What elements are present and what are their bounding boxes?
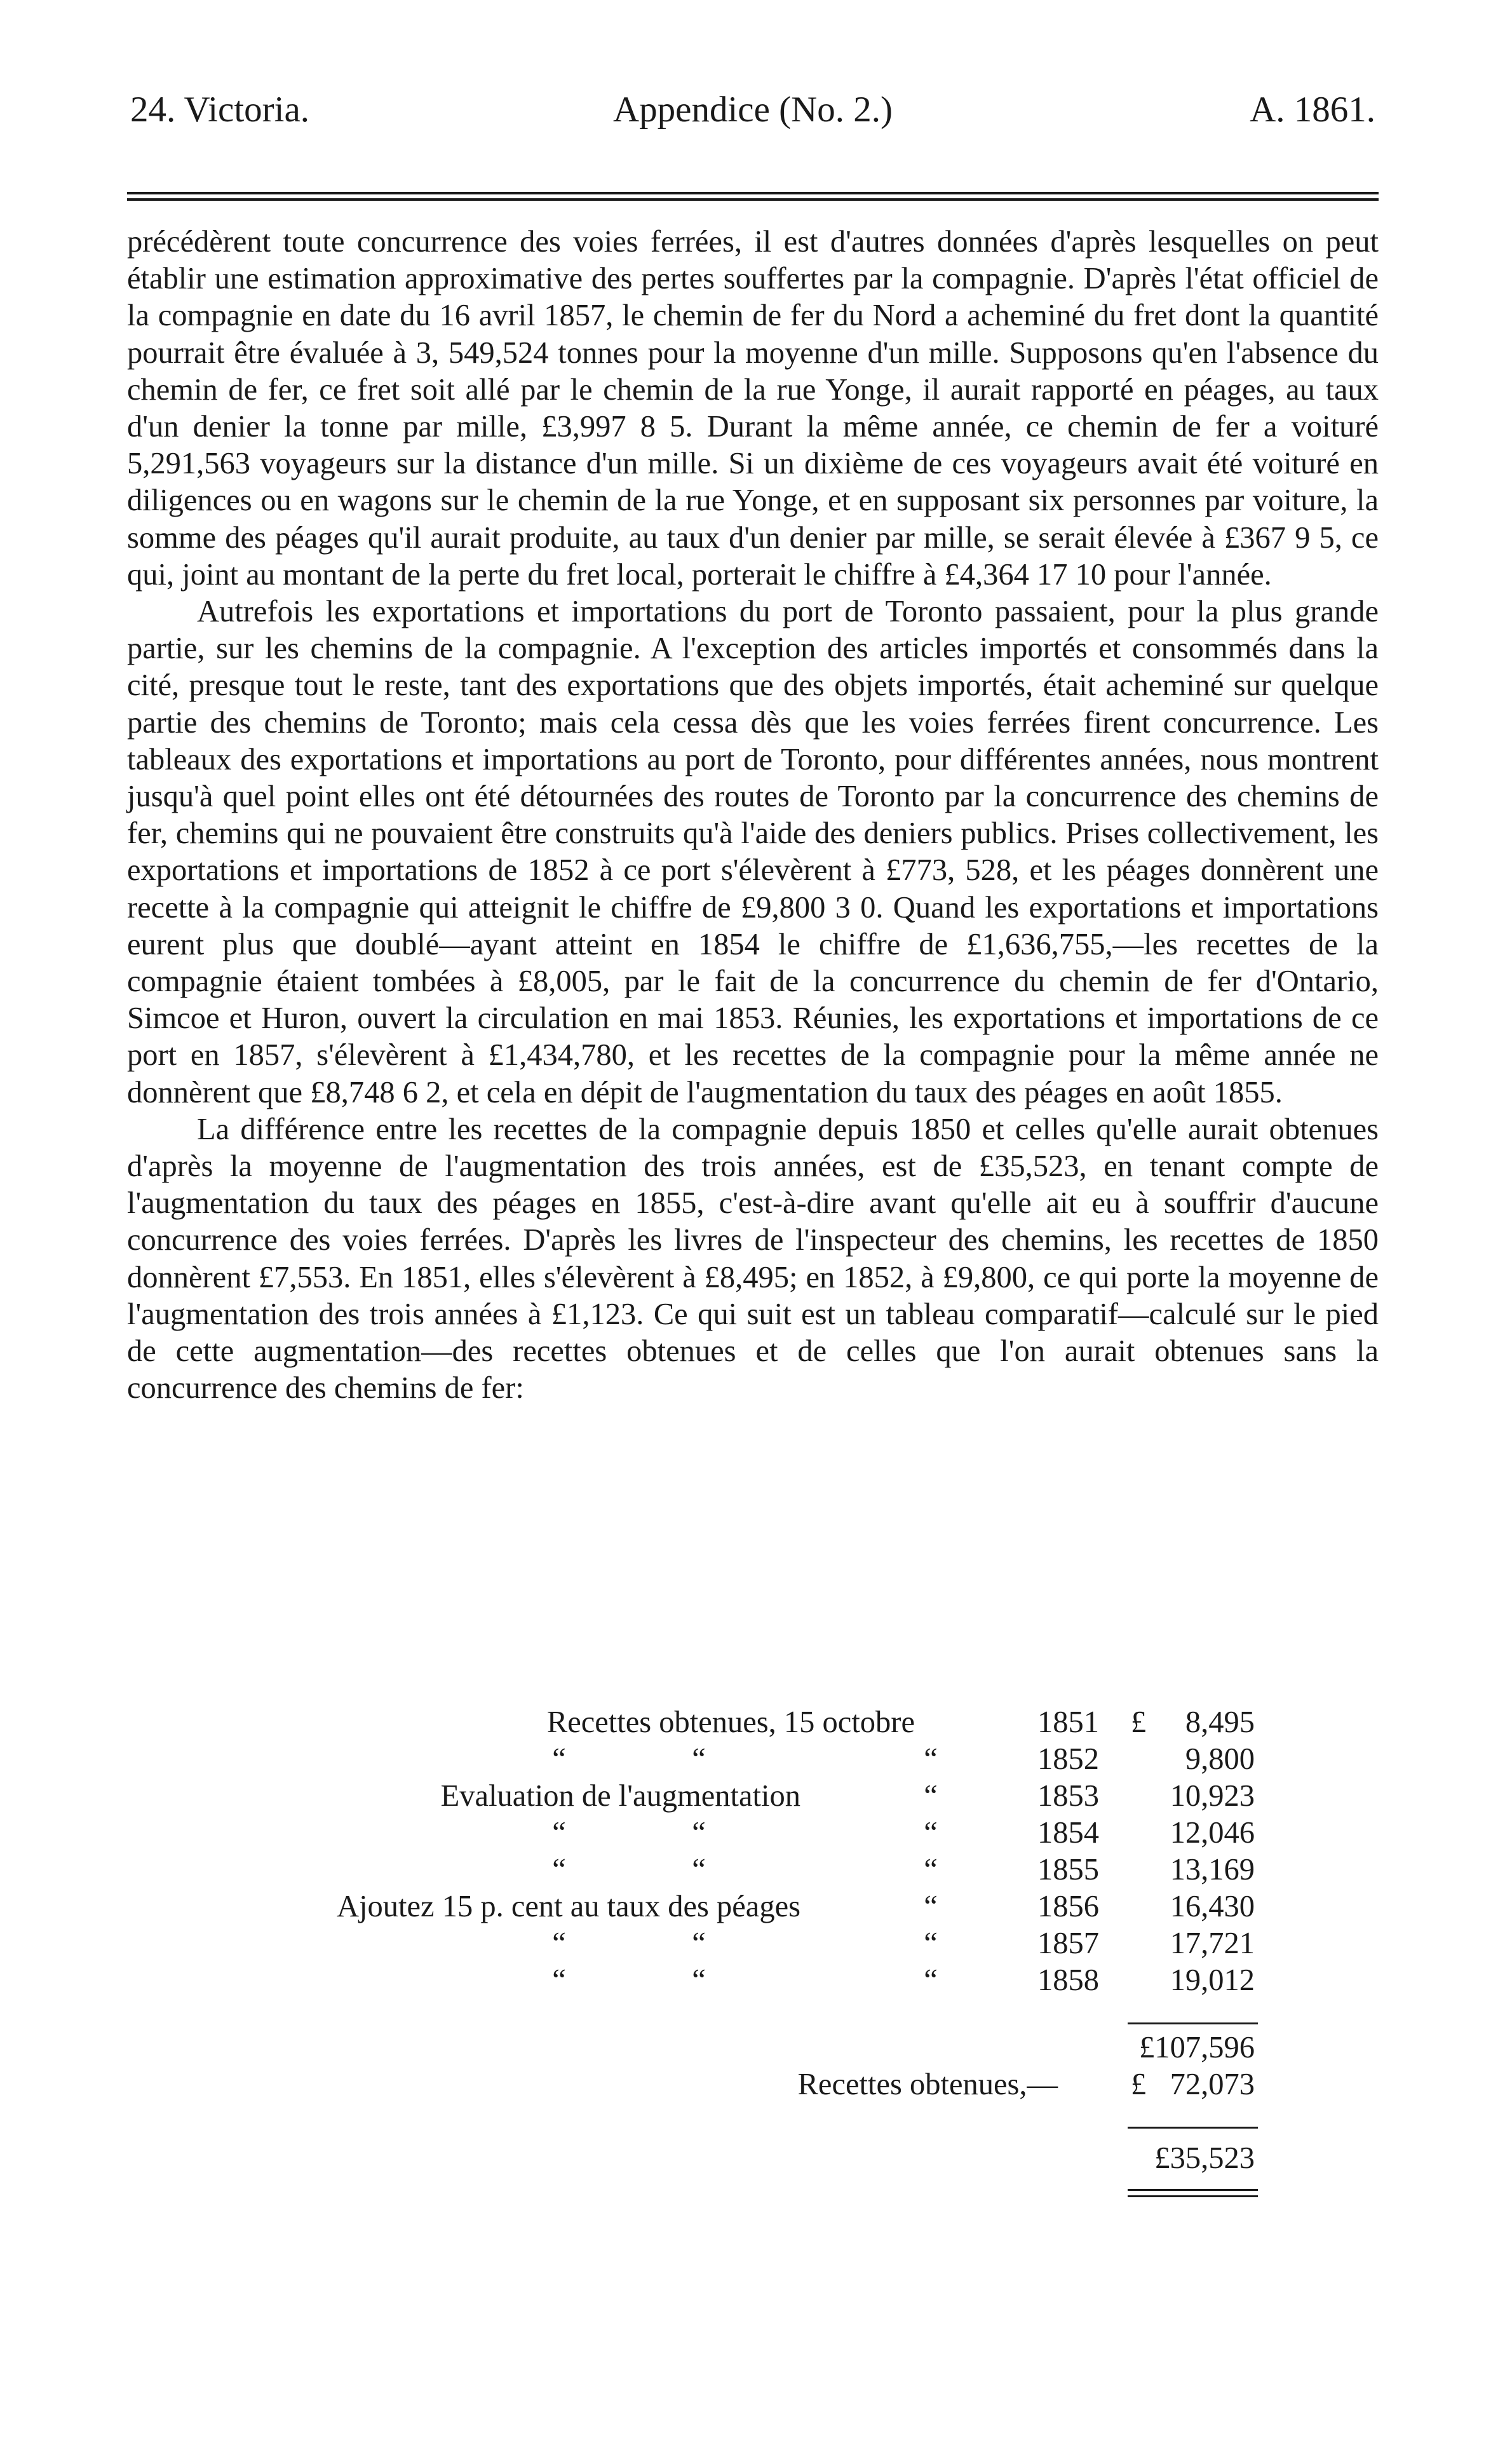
page-header (130, 89, 1375, 146)
ditto-mark: “ (924, 1853, 938, 1887)
ditto-mark: “ (552, 1927, 566, 1960)
table-row (127, 1815, 1379, 1852)
ditto-mark: “ (552, 1742, 566, 1776)
ditto-mark: “ (924, 1890, 938, 1923)
ditto-mark: “ (692, 1816, 706, 1850)
row-amount: 16,430 (1170, 1890, 1255, 1923)
row-year: 1851 (1037, 1705, 1099, 1739)
table-row (127, 1778, 1379, 1815)
header-rule-bottom (127, 198, 1379, 201)
row-amount: 13,169 (1170, 1853, 1255, 1887)
header-session: 24. Victoria. (130, 90, 310, 130)
row-label: Recettes obtenues, 15 octobre (546, 1705, 915, 1739)
table-row (127, 1963, 1379, 2000)
row-year: 1853 (1037, 1779, 1099, 1813)
difference-rule (1128, 2127, 1258, 2129)
paragraph-1: précédèrent toute concurrence des voies ferrées, il est d'autres données d'après lesquelles on peut établir une estimation approximative des pertes souffertes par la compagnie. D'après l'état officiel de la compagnie en date du 16 avril 1857, le chemin de fer du Nord a acheminé du fret dont la quantité pourrait être évaluée à 3, 549,524 tonnes pour la moyenne d'un mille. Supposons qu'en l'absence du chemin de fer, ce fret soit allé par le chemin de la rue Yonge, il aurait rapporté en péages, au taux d'un denier la tonne par mille, £3,997 8 5. Durant la même année, ce chemin de fer a voituré 5,291,563 voyageurs sur la distance d'un mille. Si un dixième de ces voyageurs avait été voituré en diligences ou en wagons sur le chemin de la rue Yonge, et en supposant six personnes par voiture, la somme des péages qu'il aurait produite, au taux d'un denier par mille, se serait élevée à £367 9 5, ce qui, joint au montant de la perte du fret local, porterait le chiffre à £4,364 17 10 pour l'année. (127, 225, 1379, 592)
paragraph-3: La différence entre les recettes de la compagnie depuis 1850 et celles qu'elle aurait obtenues d'après la moyenne de l'augmentation des trois années, est de £35,523, en tenant compte de l'augmentation du taux des péages en 1855, c'est-à-dire avant qu'elle ait eu à souffrir d'aucune concurrence des voies ferrées. D'après les livres de l'inspecteur des chemins, les recettes de 1850 donnèrent £7,553. En 1851, elles s'élevèrent à £8,495; en 1852, à £9,800, ce qui porte la moyenne de l'augmentation des trois années à £1,123. Ce qui suit est un tableau comparatif—calculé sur le pied de cette augmentation—des recettes obtenues et de celles que l'on aurait obtenues sans la concurrence des chemins de fer: (127, 1112, 1379, 1406)
body-text (127, 224, 1379, 1407)
received-amount: 72,073 (1170, 2068, 1255, 2101)
ditto-mark: “ (692, 1927, 706, 1960)
ditto-mark: “ (692, 1853, 706, 1887)
total-double-rule-bottom (1128, 2195, 1258, 2197)
row-amount: 17,721 (1170, 1927, 1255, 1960)
table-row (127, 1705, 1379, 1742)
row-amount: 10,923 (1170, 1779, 1255, 1813)
table-row (127, 1852, 1379, 1889)
ditto-mark: “ (924, 1927, 938, 1960)
ditto-mark: “ (552, 1816, 566, 1850)
row-year: 1857 (1037, 1927, 1099, 1960)
difference-row (127, 2141, 1379, 2178)
row-label: Evaluation de l'augmentation (440, 1779, 800, 1813)
table-row (127, 1742, 1379, 1778)
ditto-mark: “ (692, 1742, 706, 1776)
ditto-mark: “ (552, 1963, 566, 1997)
table-row (127, 1889, 1379, 1926)
row-amount: 19,012 (1170, 1963, 1255, 1997)
ditto-mark: “ (924, 1963, 938, 1997)
row-amount: 8,495 (1185, 1705, 1255, 1739)
row-year: 1856 (1037, 1890, 1099, 1923)
row-year: 1852 (1037, 1742, 1099, 1776)
currency-symbol: £ (1131, 2068, 1147, 2101)
row-year: 1854 (1037, 1816, 1099, 1850)
ditto-mark: “ (692, 1963, 706, 1997)
ditto-mark: “ (924, 1742, 938, 1776)
received-label: Recettes obtenues,— (797, 2068, 1058, 2101)
ditto-mark: “ (924, 1779, 938, 1813)
row-year: 1855 (1037, 1853, 1099, 1887)
header-year: A. 1861. (1250, 90, 1375, 130)
ditto-mark: “ (924, 1816, 938, 1850)
paragraph-2: Autrefois les exportations et importations du port de Toronto passaient, pour la plus grande partie, sur les chemins de la compagnie. A l'exception des articles importés et consommés dans la cité, presque tout le reste, tant des exportations que des objets importés, était acheminé sur quelque partie des chemins de Toronto; mais cela cessa dès que les voies ferrées firent concurrence. Les tableaux des exportations et importations au port de Toronto, pour différentes années, nous montrent jusqu'à quel point elles ont été détournées des routes de Toronto par la concurrence des chemins de fer, chemins qui ne pouvaient être construits qu'à l'aide des deniers publics. Prises collectivement, les exportations et importations de 1852 à ce port s'élevèrent à £773, 528, et les péages donnèrent une recette à la compagnie qui atteignit le chiffre de £9,800 3 0. Quand les exportations et importations eurent plus que doublé—ayant atteint en 1854 le chiffre de £1,636,755,—les recettes de la compagnie étaient tombées à £8,005, par le fait de la concurrence du chemin de fer d'Ontario, Simcoe et Huron, ouvert la circulation en mai 1853. Réunies, les exportations et importations de ce port en 1857, s'élevèrent à £1,434,780, et les recettes de la compagnie pour la même année ne donnèrent que £8,748 6 2, et cela en dépit de l'augmentation du taux des péages en août 1855. (127, 595, 1379, 1109)
table-row (127, 1926, 1379, 1963)
received-row (127, 2067, 1379, 2104)
ditto-mark: “ (552, 1853, 566, 1887)
header-appendix: Appendice (No. 2.) (612, 90, 893, 130)
row-year: 1858 (1037, 1963, 1099, 1997)
row-label: Ajoutez 15 p. cent au taux des péages (337, 1890, 800, 1923)
row-amount: 12,046 (1170, 1816, 1255, 1850)
header-rule-top (127, 192, 1379, 194)
row-amount: 9,800 (1185, 1742, 1255, 1776)
total-double-rule-top (1128, 2189, 1258, 2191)
subtotal-row (127, 2030, 1379, 2067)
currency-symbol: £ (1131, 1705, 1147, 1739)
subtotal-amount: £107,596 (1139, 2031, 1255, 2064)
subtotal-rule (1128, 2022, 1258, 2024)
difference-amount: £35,523 (1154, 2141, 1255, 2175)
